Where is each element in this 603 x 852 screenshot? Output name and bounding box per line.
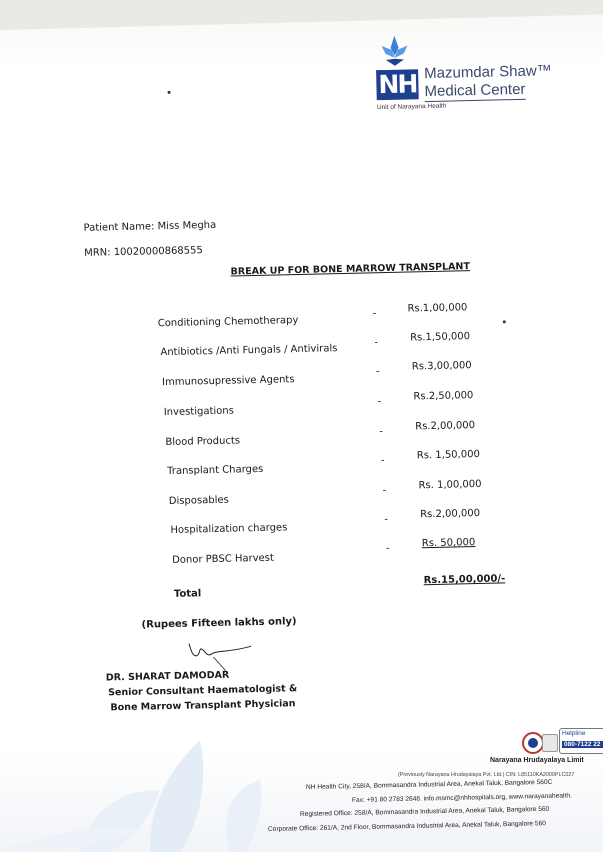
mrn: MRN: 10020000868555 [84,245,203,259]
scan-speck [503,320,506,323]
brand-line-2: Medical Center [424,80,526,101]
cost-item-label: Immunosupressive Agents [161,374,295,389]
cost-item-dash: - [379,426,384,438]
cost-item-amount: Rs.2,50,000 [413,390,474,403]
brand-line-1: Mazumdar Shaw™ [423,62,552,83]
cost-item-amount: Rs.1,50,000 [410,331,471,344]
cost-item-label: Blood Products [165,435,241,449]
registered-office: Registered Office: 258/A, Bommasandra Industrial Area, Anekal Taluk, Bangalore 560 [299,805,550,818]
total-in-words: (Rupees Fifteen lakhs only) [141,616,297,631]
logo-mark: NH [376,69,419,100]
cost-item-dash: - [374,337,379,349]
patient-name: Patient Name: Miss Megha [83,219,217,234]
cost-item-dash: - [375,366,380,378]
contact-line: Fax: +91 80 2783 2648. info.msmc@nhhospitals.org, www.narayanahealth. [351,792,572,804]
doctor-name: DR. SHARAT DAMODAR [105,669,230,684]
doctor-title: Bone Marrow Transplant Physician [110,698,296,714]
cost-item-dash: - [382,485,387,497]
helpline-number: 080-7122 22 [564,741,601,748]
corporate-office: Corporate Office: 261/A, 2nd Floor, Bommasandra Industrial Area, Anekal Taluk, Bangalore 560 [267,820,546,833]
accreditation-seal-icon [522,732,544,754]
cost-item-amount: Rs. 1,50,000 [416,448,480,462]
cost-item-dash: - [384,514,389,526]
cost-item-amount: Rs.2,00,000 [420,507,481,521]
unit-of-label: Unit of Narayana Health [376,102,447,112]
certification-badge-icon [542,734,558,752]
helpline-badge [559,728,603,754]
cost-item-label: Hospitalization charges [170,522,288,536]
total-amount: Rs.15,00,000/- [423,573,506,587]
cost-item-dash: - [385,543,390,555]
cost-item-label: Disposables [168,494,229,507]
page-title: BREAK UP FOR BONE MARROW TRANSPLANT [230,261,471,278]
scan-speck [167,91,170,94]
helpline-label: Helpline [562,730,586,737]
cost-item-label: Antibiotics /Anti Fungals / Antivirals [160,343,338,359]
cost-item-amount: Rs. 50,000 [421,537,476,550]
cost-item-amount: Rs.3,00,000 [411,360,472,373]
company-name: Narayana Hrudayalaya Limit [490,757,584,764]
signature [185,636,256,672]
cost-item-amount: Rs. 1,00,000 [418,478,482,492]
hospital-logo [373,32,575,117]
doctor-title: Senior Consultant Haematologist & [108,683,298,699]
cost-item-label: Investigations [163,405,235,419]
cost-item-label: Transplant Charges [167,463,264,478]
cost-item-amount: Rs.2,00,000 [415,420,476,433]
cost-item-amount: Rs.1,00,000 [407,302,468,315]
cost-item-dash: - [377,396,382,408]
lotus-icon [379,33,410,68]
cost-item-label: Conditioning Chemotherapy [157,315,299,330]
cost-item-dash: - [372,308,377,320]
address-line: NH Health City, 258/A, Bommasandra Industrial Area, Anekal Taluk, Bangalore 560C [305,778,553,791]
total-label: Total [173,588,202,600]
cost-item-label: Donor PBSC Harvest [172,552,275,566]
company-previous-name: (Previously Narayana Hrudayalaya Pvt. Ltd.) CIN: L85110KA2000PLC027 [398,772,575,778]
cost-item-dash: - [380,455,385,467]
